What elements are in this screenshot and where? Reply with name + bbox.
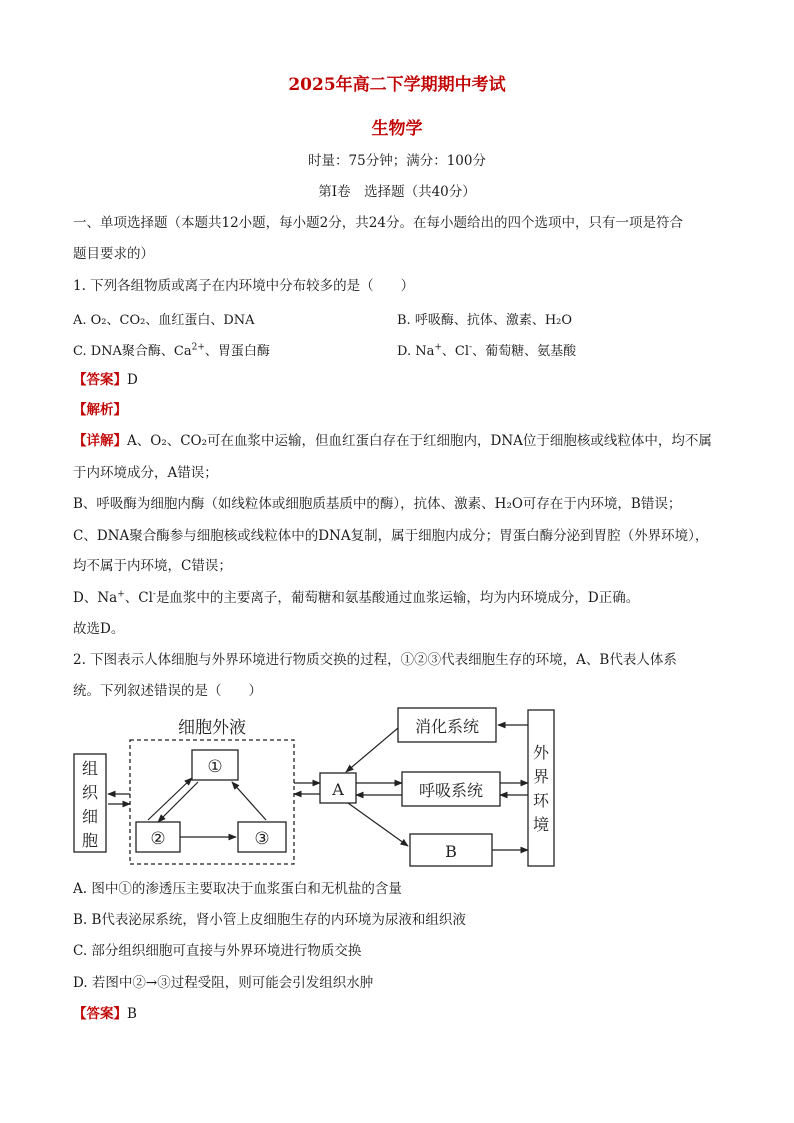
q1-detail-4: C、DNA聚合酶参与细胞核或线粒体中的DNA复制，属于细胞内成分；胃蛋白酶分泌到胃腔（外界环境）， — [73, 528, 709, 544]
exchange-diagram — [70, 706, 570, 870]
tissue-cell-char-3: 细 — [81, 807, 99, 826]
q1-stem: 1. 下列各组物质或离子在内环境中分布较多的是（ ） — [73, 278, 415, 294]
tissue-cell-char-2: 织 — [81, 783, 99, 802]
q1-detail-5: 均不属于内环境，C错误； — [73, 558, 232, 574]
answer-value: B — [127, 1006, 137, 1022]
external-environment-box — [528, 710, 554, 866]
q1-option-a: A. O₂、CO₂、血红蛋白、DNA — [73, 313, 255, 328]
system-b-label: B — [445, 842, 457, 861]
subject-title: 生物学 — [371, 119, 423, 139]
q1-option-d: D. Na+、Cl-、葡萄糖、氨基酸 — [397, 342, 577, 359]
q1-detail-3: B、呼吸酶为细胞内酶（如线粒体或细胞质基质中的酶），抗体、激素、H₂O可存在于内环境，B错误； — [73, 496, 682, 512]
q1-analysis-tag: 【解析】 — [73, 402, 127, 418]
section-instructions-1: 一、单项选择题（本题共12小题，每小题2分，共24分。在每小题给出的四个选项中，只有一项是符合 — [73, 215, 683, 231]
q1-detail-7: 故选D。 — [73, 621, 125, 637]
exam-title: 2025年高二下学期期中考试 — [288, 75, 506, 95]
arrow-1-to-2 — [158, 782, 198, 822]
q1-option-c: C. DNA聚合酶、$Ca^{2+}$、胃蛋白酶 — [73, 342, 270, 359]
node-3-label: ③ — [254, 829, 270, 849]
answer-value: D — [127, 372, 138, 388]
q1-option-b: B. 呼吸酶、抗体、激素、H₂O — [397, 313, 573, 328]
node-2-label: ② — [150, 829, 166, 849]
q1-detail-6: D、Na+、Cl-是血浆中的主要离子，葡萄糖和氨基酸通过血浆运输，均为内环境成分，D正确。 — [73, 589, 640, 606]
q2-option-d: D. 若图中②→③过程受阻，则可能会引发组织水肿 — [73, 975, 374, 991]
q2-stem-2: 统。下列叙述错误的是（ ） — [73, 683, 262, 699]
tissue-cell-char-4: 胞 — [81, 831, 99, 850]
arrow-a-to-b — [348, 803, 408, 846]
answer-tag: 【答案】 — [73, 1006, 127, 1022]
external-char-2: 界 — [532, 767, 550, 786]
external-char-3: 环 — [532, 791, 550, 810]
extracellular-fluid-label: 细胞外液 — [178, 718, 246, 738]
q2-option-a: A. 图中①的渗透压主要取决于血浆蛋白和无机盐的含量 — [73, 881, 402, 897]
q2-answer — [73, 1005, 137, 1023]
arrow-3-to-1 — [232, 782, 266, 820]
arrow-digestive-to-a — [346, 728, 398, 772]
volume-heading: 第Ⅰ卷 选择题（共40分） — [318, 184, 476, 200]
respiratory-system-label: 呼吸系统 — [418, 781, 484, 800]
q2-stem-1: 2. 下图表示人体细胞与外界环境进行物质交换的过程，①②③代表细胞生存的环境，A、B代表人体系 — [73, 652, 677, 668]
system-a-label: A — [332, 780, 344, 799]
arrow-2-to-1 — [148, 778, 192, 820]
tissue-cell-char-1: 组 — [81, 759, 99, 778]
q1-detail-1: 【详解】A、O₂、CO₂可在血浆中运输，但血红蛋白存在于红细胞内，DNA位于细胞核或线粒体中，均不属 — [73, 433, 712, 449]
section-instructions-2: 题目要求的） — [73, 246, 154, 262]
time-score: 时量：75分钟；满分：100分 — [308, 153, 486, 169]
node-1-label: ① — [207, 757, 223, 777]
digestive-system-label: 消化系统 — [414, 717, 480, 736]
q1-answer — [73, 371, 138, 389]
q2-option-c: C. 部分组织细胞可直接与外界环境进行物质交换 — [73, 943, 362, 959]
external-char-4: 境 — [532, 815, 550, 834]
q2-option-b: B. B代表泌尿系统，肾小管上皮细胞生存的内环境为尿液和组织液 — [73, 912, 466, 928]
external-char-1: 外 — [532, 743, 550, 762]
q1-detail-2: 于内环境成分，A错误； — [73, 465, 218, 481]
answer-tag: 【答案】 — [73, 372, 127, 388]
